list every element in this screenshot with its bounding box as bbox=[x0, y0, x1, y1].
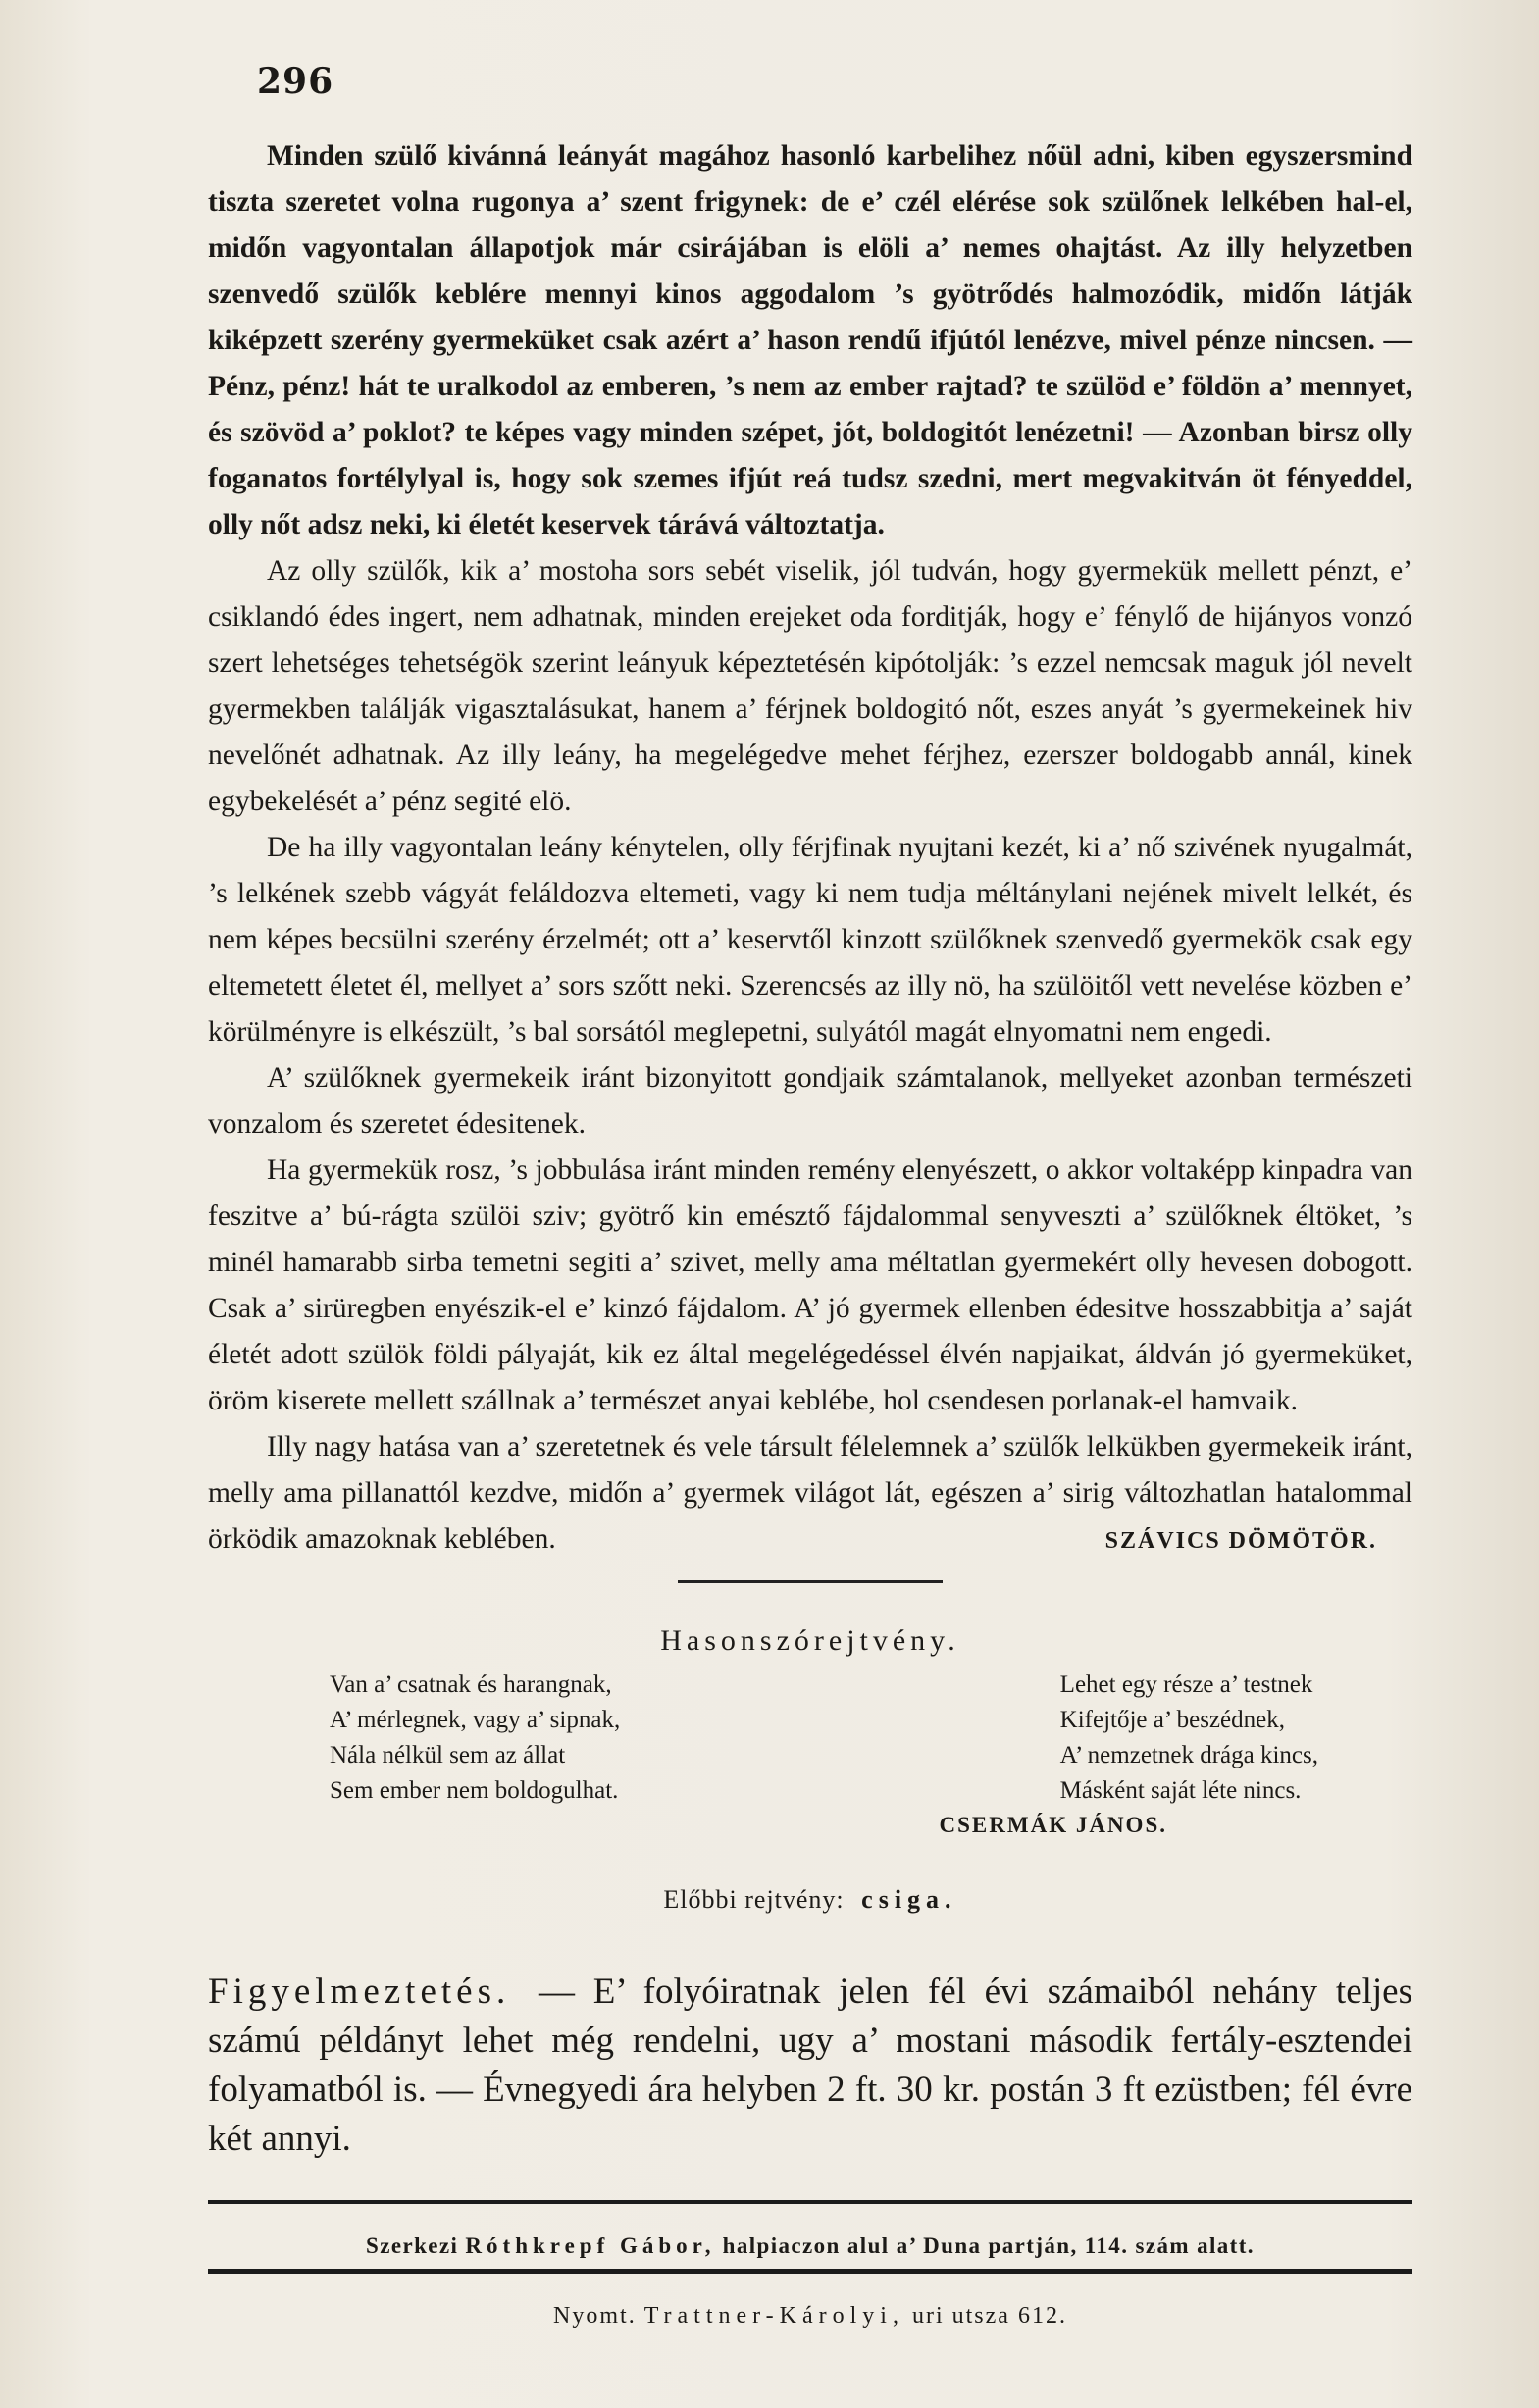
printer-name: Trattner-Károlyi, bbox=[643, 2303, 904, 2329]
riddle-left-column bbox=[330, 1667, 620, 1809]
riddle-line: Lehet egy része a’ testnek bbox=[1059, 1671, 1313, 1698]
notice-text: — E’ folyóiratnak jelen fél évi számaiból nehány teljes számú példányt lehet még rendelni, ugy a’ mostani második fertály-esztendei folyamatból is. — Évnegyedi ára helyben 2 ft. 30 kr. postán 3 ft ezüstben; fél évre két annyi. bbox=[208, 1972, 1412, 2159]
previous-riddle-solution bbox=[208, 1885, 1412, 1915]
page-number: 296 bbox=[257, 61, 334, 102]
page-content bbox=[208, 133, 1412, 2330]
editor-address: halpiaczon alul a’ Duna partján, 114. szám alatt. bbox=[722, 2233, 1255, 2258]
riddle-line: Másként saját léte nincs. bbox=[1059, 1777, 1302, 1804]
article-paragraph: Az olly szülők, kik a’ mostoha sors sebét viselik, jól tudván, hogy gyermekük mellett pénzt, e’ csiklandó édes ingert, nem adhatnak, minden erejeket oda forditják, hogy e’ fénylő de hijányos vonzó szert lehetséges tehetségök szerint leányuk képeztetésén kipótolják: ’s ezzel nemcsak maguk jól nevelt gyermekben találják vigasztalásukat, hanem a’ férjnek boldogitó nőt, eszes anyát ’s gyermekeinek hiv nevelőnét adhatnak. Az illy leány, ha megelégedve mehet férjhez, ezerszer boldogabb annál, kinek egybekelését a’ pénz segité elö. bbox=[208, 555, 1412, 817]
footer-divider bbox=[208, 2200, 1412, 2204]
riddle-line: Sem ember nem boldogulhat. bbox=[330, 1777, 619, 1804]
notice-lead: Figyelmeztetés. bbox=[208, 1972, 511, 2012]
printer-line bbox=[208, 2303, 1412, 2330]
article-paragraph: A’ szülőknek gyermekeik iránt bizonyitott gondjaik számtalanok, mellyeket azonban természeti vonzalom és szeretet édesitenek. bbox=[208, 1062, 1412, 1140]
riddle-line: Van a’ csatnak és harangnak, bbox=[330, 1671, 612, 1698]
previous-solution-answer: csiga. bbox=[861, 1885, 957, 1914]
printer-prefix: Nyomt. bbox=[553, 2303, 637, 2329]
riddle-line: Kifejtője a’ beszédnek, bbox=[1059, 1707, 1285, 1733]
article-paragraph: Illy nagy hatása van a’ szeretetnek és vele társult félelemnek a’ szülők lelkükben gyermekeik iránt, melly ama pillanattól kezdve, midőn a’ gyermek világot lát, egészen a’ sirig változhatlan hatalommal örködik amazoknak keblében. bbox=[208, 1431, 1412, 1555]
previous-solution-label: Előbbi rejtvény: bbox=[663, 1885, 845, 1914]
section-divider bbox=[678, 1580, 943, 1583]
article bbox=[208, 133, 1412, 1561]
riddle-author: CSERMÁK JÁNOS. bbox=[939, 1813, 1167, 1837]
editor-prefix: Szerkezi bbox=[366, 2233, 459, 2258]
article-signature: SZÁVICS DÖMÖTÖR. bbox=[1104, 1528, 1377, 1554]
riddle-verses bbox=[208, 1667, 1412, 1809]
riddle-section bbox=[208, 1624, 1412, 1838]
riddle-line: Nála nélkül sem az állat bbox=[330, 1742, 566, 1768]
footer-double-rule bbox=[208, 2269, 1412, 2274]
subscription-notice bbox=[208, 1968, 1412, 2164]
riddle-line: A’ nemzetnek drága kincs, bbox=[1059, 1742, 1318, 1768]
article-paragraph: De ha illy vagyontalan leány kénytelen, olly férjfinak nyujtani kezét, ki a’ nő szivének nyugalmát, ’s lelkének szebb vágyát feláldozva eltemeti, vagy ki nem tudja méltánylani nejének mivelt lelkét, és nem képes becsülni szerény érzelmét; ott a’ keservtől kinzott szülőknek szenvedő gyermekök csak egy eltemetett életet él, mellyet a’ sors szőtt neki. Szerencsés az illy nö, ha szülöitől vett nevelése közben e’ körülményre is elkészült, ’s bal sorsától meglepetni, sulyától magát elnyomatni nem engedi. bbox=[208, 832, 1412, 1048]
riddle-title: Hasonszórejtvény. bbox=[660, 1624, 960, 1657]
article-paragraph: Ha gyermekük rosz, ’s jobbulása iránt minden remény elenyészett, o akkor voltaképp kinpadra van feszitve a’ bú-rágta szülöi sziv; gyötrő kin emésztő fájdalommal senyveszti a’ szülőknek éltöket, ’s minél hamarabb sirba temetni segiti a’ szivet, melly ama méltatlan gyermekért olly hevesen dobogott. Csak a’ sirüregben enyészik-el e’ kinzó fájdalom. A’ jó gyermek ellenben édesitve hosszabbitja a’ saját életét adott szülök földi pályaját, kik ez által megelégedéssel élvén napjaikat, áldván jó gyermeküket, öröm kiserete mellett szállnak a’ természet anyai keblébe, hol csendesen porlanak-el hamvaik. bbox=[208, 1154, 1412, 1416]
printer-address: uri utsza 612. bbox=[911, 2303, 1067, 2329]
editor-line bbox=[208, 2233, 1412, 2259]
editor-name: Róthkrepf Gábor, bbox=[465, 2233, 716, 2258]
riddle-right-column bbox=[1060, 1667, 1318, 1809]
riddle-line: A’ mérlegnek, vagy a’ sipnak, bbox=[330, 1707, 621, 1733]
article-paragraph: Minden szülő kivánná leányát magához hasonló karbelihez nőül adni, kiben egyszersmind tiszta szeretet volna rugonya a’ szent frigynek: de e’ czél elérése sok szülőnek lelkében hal-el, midőn vagyontalan állapotjok már csirájában is elöli a’ nemes ohajtást. Az illy helyzetben szenvedő szülők keblére mennyi kinos aggodalom ’s gyötrődés halmozódik, midőn látják kiképzett szerény gyermeküket csak azért a’ hason rendű ifjútól lenézve, mivel pénze nincsen. — Pénz, pénz! hát te uralkodol az emberen, ’s nem az ember rajtad? te szülöd e’ földön a’ mennyet, és szövöd a’ poklot? te képes vagy minden szépet, jót, boldogitót lenézetni! — Azonban birsz olly foganatos fortélylyal is, hogy sok szemes ifjút reá tudsz szedni, mert megvakitván öt fényeddel, olly nőt adsz neki, ki életét keservek tárává változtatja. bbox=[208, 140, 1412, 540]
